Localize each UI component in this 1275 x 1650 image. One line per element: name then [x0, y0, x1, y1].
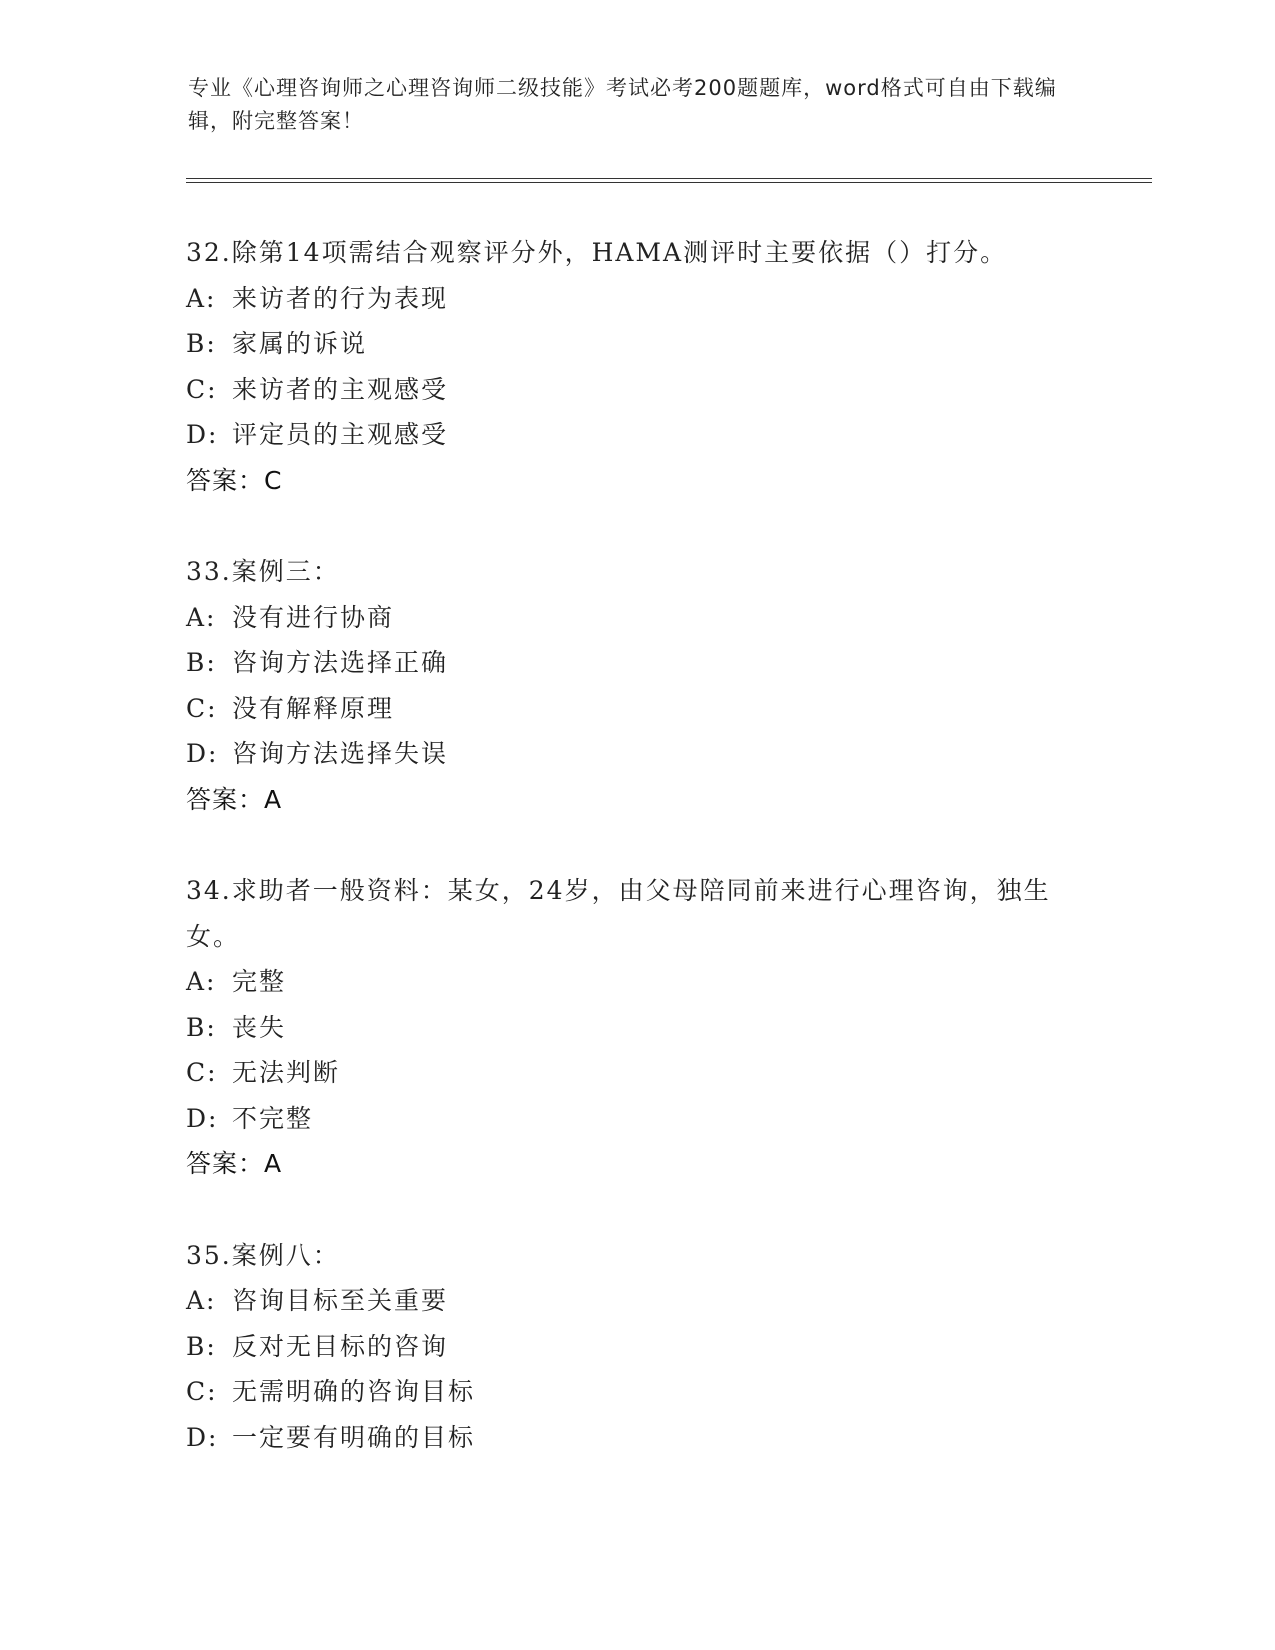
answer-line: 答案：A: [186, 784, 283, 814]
option-text: 完整: [232, 967, 287, 996]
option-text: 一定要有明确的目标: [232, 1422, 476, 1452]
option-d: [186, 1415, 1086, 1461]
question-stem: 35.案例八：: [186, 1240, 340, 1270]
option-text: 来访者的行为表现: [232, 283, 449, 313]
answer-line: 答案：C: [186, 465, 283, 495]
question-stem: 33.案例三：: [186, 557, 340, 586]
option-letter: D:: [186, 420, 219, 449]
header-double-rule: [186, 178, 1152, 183]
option-text: 评定员的主观感受: [232, 420, 449, 449]
option-b: [186, 1324, 1086, 1370]
option-c: [186, 367, 1086, 413]
option-a: [186, 595, 1086, 641]
option-b: [186, 640, 1086, 686]
option-c: [186, 1050, 1086, 1096]
option-text: 咨询目标至关重要: [232, 1286, 449, 1315]
option-letter: B:: [186, 1012, 217, 1042]
option-text: 咨询方法选择正确: [232, 648, 449, 677]
option-letter: D:: [186, 739, 219, 768]
option-text: 无需明确的咨询目标: [232, 1377, 476, 1406]
option-c: [186, 1369, 1086, 1415]
option-letter: B:: [186, 648, 217, 677]
option-letter: C:: [186, 1058, 218, 1087]
option-text: 没有解释原理: [232, 693, 395, 723]
option-a: [186, 1278, 1086, 1324]
option-text: 没有进行协商: [232, 602, 395, 632]
option-letter: C:: [186, 1377, 218, 1406]
option-letter: A:: [186, 602, 217, 632]
option-b: [186, 321, 1086, 367]
option-c: [186, 686, 1086, 732]
option-d: [186, 1096, 1086, 1142]
option-a: [186, 959, 1086, 1005]
option-letter: B:: [186, 329, 217, 358]
option-d: [186, 412, 1086, 458]
question-stem: 34.求助者一般资料：某女，24岁，由父母陪同前来进行心理咨询，独生女。: [186, 876, 1051, 951]
document-header: 专业《心理咨询师之心理咨询师二级技能》考试必考200题题库，word格式可自由下载编辑，附完整答案！: [188, 76, 1057, 133]
option-letter: A:: [186, 283, 217, 313]
question-33: [186, 549, 1086, 822]
question-32: [186, 230, 1086, 503]
option-text: 丧失: [232, 1012, 287, 1042]
option-letter: C:: [186, 693, 218, 723]
option-b: [186, 1005, 1086, 1051]
option-letter: D:: [186, 1422, 219, 1452]
option-letter: B:: [186, 1331, 217, 1361]
option-text: 咨询方法选择失误: [232, 739, 449, 768]
question-stem: 32.除第14项需结合观察评分外，HAMA测评时主要依据（）打分。: [186, 238, 1008, 267]
answer-line: 答案：A: [186, 1149, 283, 1178]
option-text: 家属的诉说: [232, 329, 368, 358]
question-34: [186, 868, 1086, 1187]
option-text: 来访者的主观感受: [232, 374, 449, 404]
option-letter: D:: [186, 1103, 219, 1133]
question-list: [186, 230, 1086, 1506]
question-35: [186, 1233, 1086, 1461]
option-text: 无法判断: [232, 1058, 341, 1087]
option-letter: C:: [186, 374, 218, 404]
option-text: 不完整: [232, 1103, 314, 1133]
option-text: 反对无目标的咨询: [232, 1331, 449, 1361]
option-letter: A:: [186, 1286, 217, 1315]
option-a: [186, 276, 1086, 322]
option-letter: A:: [186, 967, 217, 996]
option-d: [186, 731, 1086, 777]
